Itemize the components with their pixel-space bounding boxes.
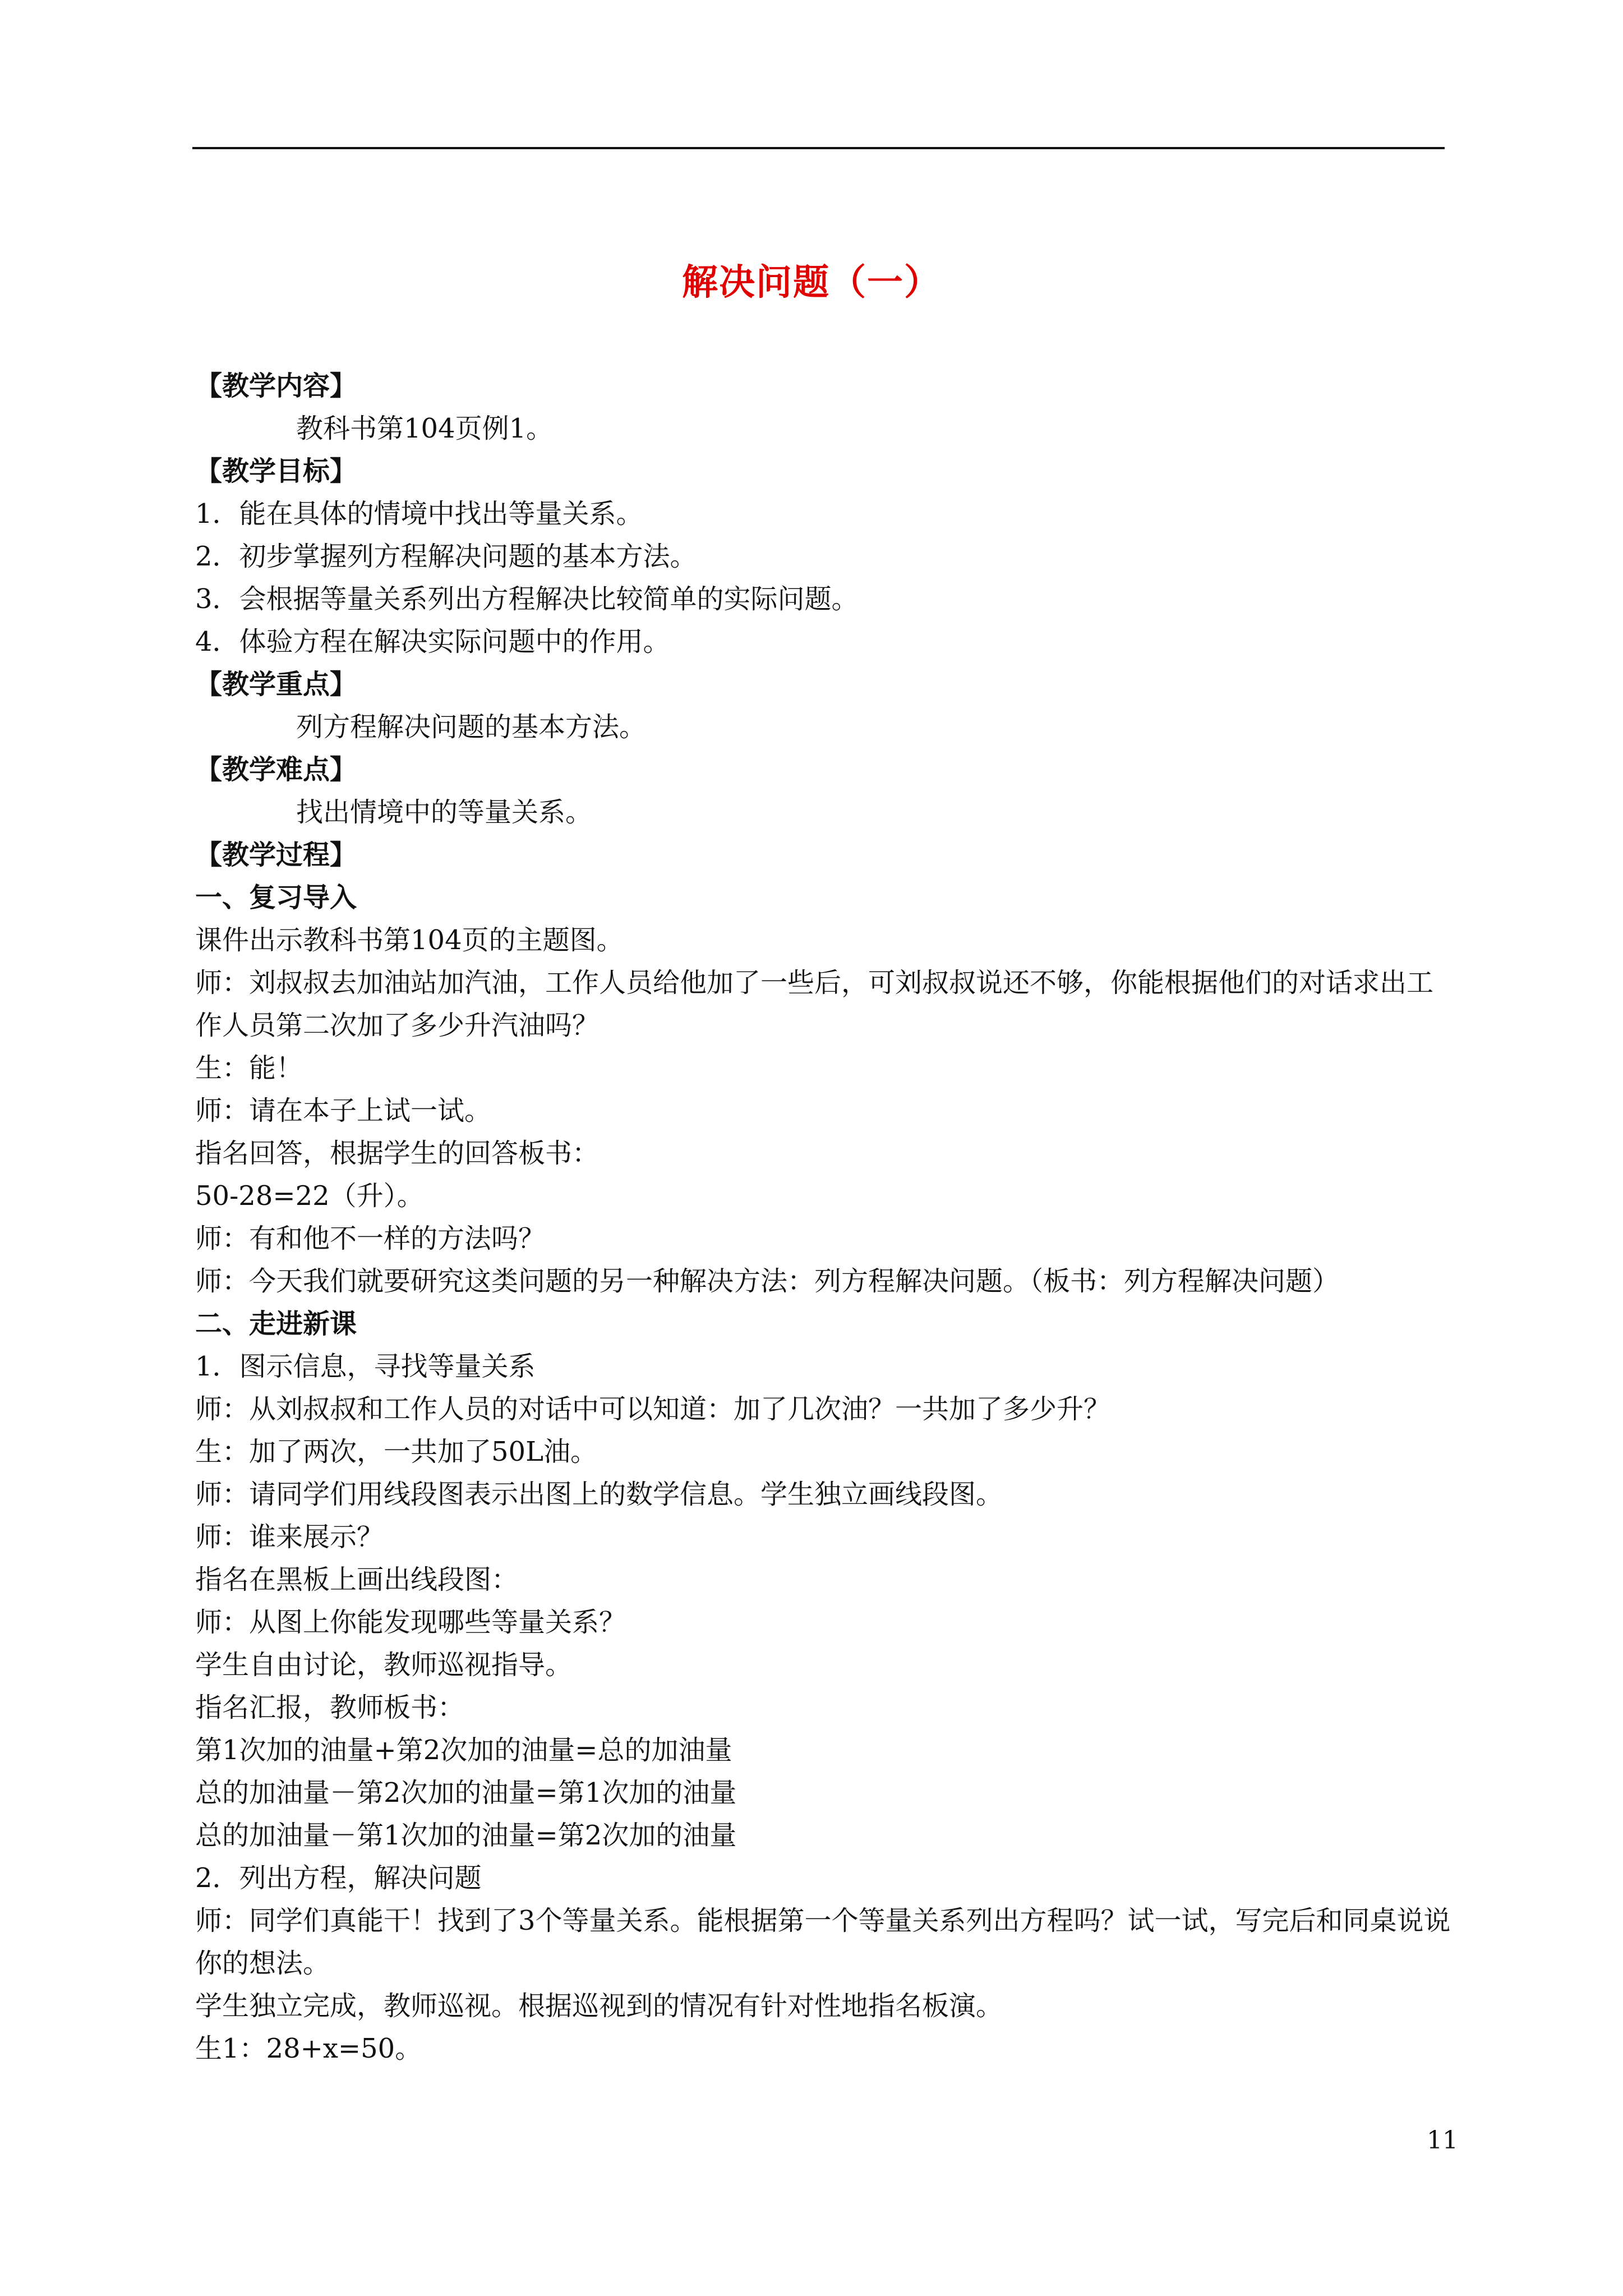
text-line: 学生独立完成，教师巡视。根据巡视到的情况有针对性地指名板演。	[195, 1990, 1003, 2022]
text-line: 生：能！	[195, 1052, 303, 1084]
text-line: 第1次加的油量+第2次加的油量=总的加油量	[195, 1734, 732, 1766]
text-line: 师：请同学们用线段图表示出图上的数学信息。学生独立画线段图。	[195, 1479, 1003, 1510]
text-line: 师：从图上你能发现哪些等量关系？	[195, 1607, 626, 1638]
text-line: 4．体验方程在解决实际问题中的作用。	[195, 626, 670, 657]
header-rule	[192, 147, 1445, 149]
text-line: 师：今天我们就要研究这类问题的另一种解决方法：列方程解决问题。（板书：列方程解决问题）	[195, 1266, 1340, 1297]
document-title: 解决问题（一）	[682, 261, 941, 303]
text-line: 师：刘叔叔去加油站加汽油，工作人员给他加了一些后，可刘叔叔说还不够，你能根据他们的对话求出工作人员第二次加了多少升汽油吗？	[195, 967, 1434, 1041]
text-line: 总的加油量－第2次加的油量=第1次加的油量	[195, 1777, 737, 1809]
text-line: 教科书第104页例1。	[296, 413, 554, 444]
text-line: 1．能在具体的情境中找出等量关系。	[195, 498, 643, 530]
section-heading: 一、复习导入	[195, 882, 357, 913]
section-heading: 【教学难点】	[195, 754, 357, 785]
text-line: 指名在黑板上画出线段图：	[195, 1564, 519, 1595]
text-line: 师：有和他不一样的方法吗？	[195, 1223, 546, 1254]
document-body	[195, 365, 1451, 2070]
text-line: 师：请在本子上试一试。	[195, 1095, 492, 1126]
text-line: 师：同学们真能干！找到了3个等量关系。能根据第一个等量关系列出方程吗？试一试，写完后和同桌说说你的想法。	[195, 1905, 1451, 1979]
text-line: 师：从刘叔叔和工作人员的对话中可以知道：加了几次油？一共加了多少升？	[195, 1393, 1111, 1425]
text-line: 指名回答，根据学生的回答板书：	[195, 1138, 600, 1169]
text-line: 2．列出方程，解决问题	[195, 1862, 482, 1894]
text-line: 学生自由讨论，教师巡视指导。	[195, 1649, 573, 1681]
text-line: 2．初步掌握列方程解决问题的基本方法。	[195, 541, 697, 572]
page-number: 11	[1427, 2126, 1458, 2155]
text-line: 50-28=22（升）。	[195, 1180, 424, 1212]
text-line: 课件出示教科书第104页的主题图。	[195, 924, 624, 956]
section-heading: 【教学重点】	[195, 669, 357, 700]
text-line: 总的加油量－第1次加的油量=第2次加的油量	[195, 1820, 737, 1851]
section-heading: 二、走进新课	[195, 1308, 357, 1340]
section-heading: 【教学内容】	[195, 370, 357, 402]
text-line: 1．图示信息，寻找等量关系	[195, 1351, 536, 1382]
text-line: 3．会根据等量关系列出方程解决比较简单的实际问题。	[195, 583, 859, 615]
text-line: 师：谁来展示？	[195, 1521, 384, 1553]
text-line: 找出情境中的等量关系。	[296, 797, 593, 828]
section-heading: 【教学目标】	[195, 455, 357, 487]
text-line: 生：加了两次，一共加了50L油。	[195, 1436, 597, 1467]
text-line: 生1：28+x=50。	[195, 2033, 422, 2064]
section-heading: 【教学过程】	[195, 839, 357, 871]
text-line: 指名汇报，教师板书：	[195, 1692, 465, 1723]
text-line: 列方程解决问题的基本方法。	[296, 711, 647, 743]
